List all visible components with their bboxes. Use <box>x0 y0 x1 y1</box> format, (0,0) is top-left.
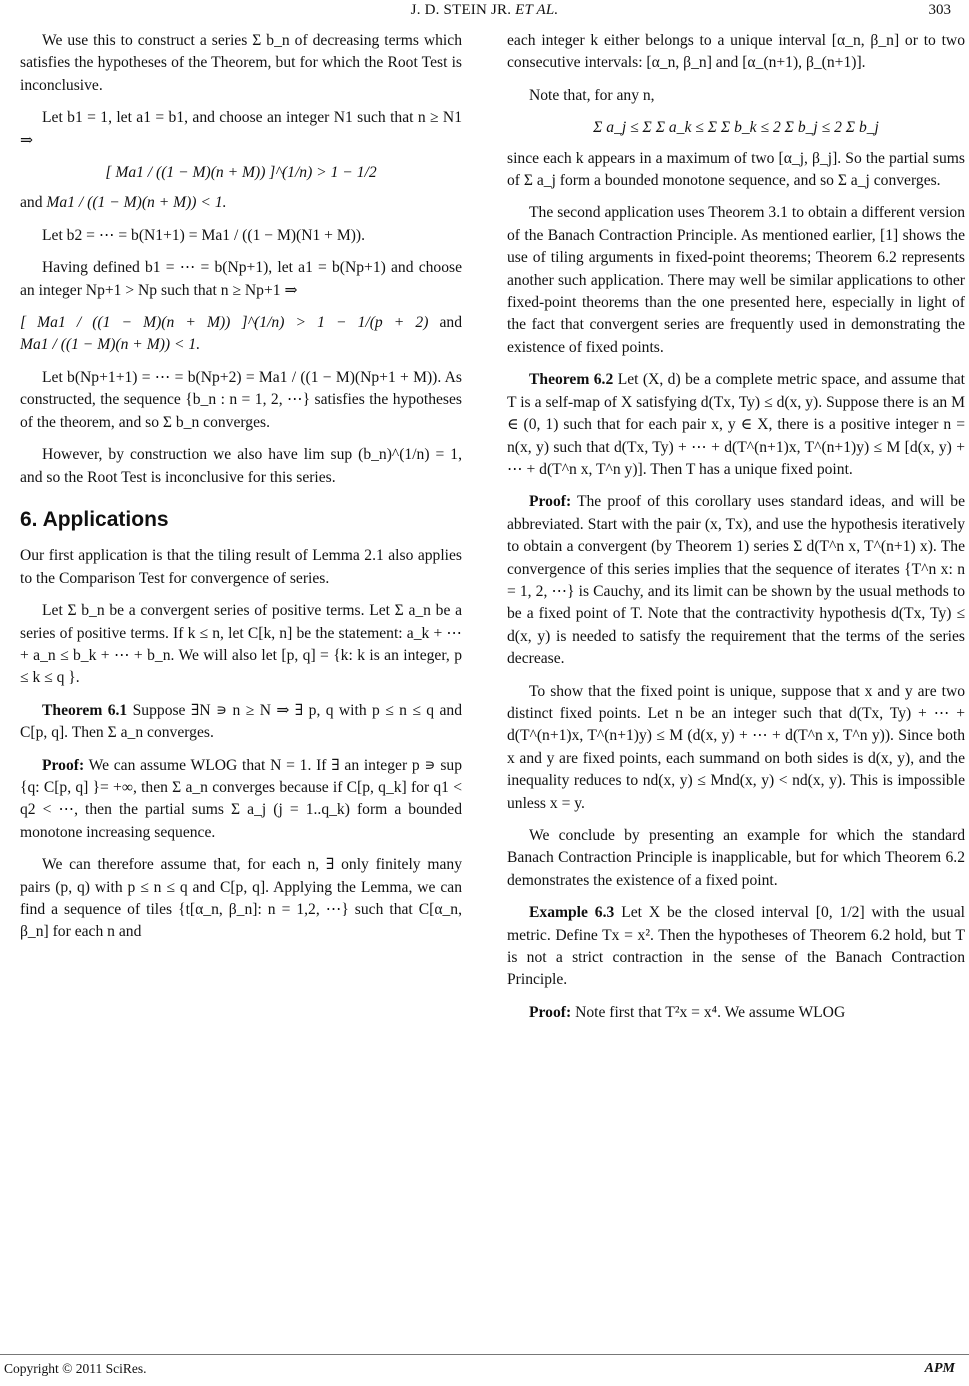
paragraph <box>20 192 462 214</box>
equation: [ Ma1 / ((1 − M)(n + M)) ]^(1/n) > 1 − 1/(p + 2) <box>20 314 429 332</box>
example-text: Let X be the closed interval [0, 1/2] with the usual metric. Define Tx = x². Then the hypotheses of Theorem 6.2 hold, but T is not a strict contraction in the sense of the Banach Contraction Principle. <box>507 904 965 989</box>
paragraph: Note that, for any n, <box>529 86 655 104</box>
theorem-text: Suppose ∃N ∍ n ≥ N ⇒ ∃ p, q with p ≤ n ≤ q and C[p, q]. Then Σ a_n converges. <box>20 701 462 742</box>
paragraph: Our first application is that the tiling result of Lemma 2.1 also applies to the Comparison Test for convergence of series. <box>20 547 462 587</box>
proof-text: We can assume WLOG that N = 1. If ∃ an integer p ∍ sup {q: C[p, q] }= +∞, then Σ a_n converges because if C[p, q_k] for q1 < q2 < ⋯, then the partial sums Σ a_j (j = 1..q_k) form a bounded monotone increasing sequence. <box>20 756 463 841</box>
paragraph: We conclude by presenting an example for which the standard Banach Contraction Principle is inapplicable, but for which Theorem 6.2 demonstrates the existence of a fixed point. <box>507 827 965 889</box>
section-heading: 6. Applications <box>20 507 169 531</box>
proof <box>507 491 965 670</box>
example <box>507 902 965 992</box>
conjunction: and <box>439 314 462 332</box>
theorem <box>20 700 462 745</box>
paragraph: We use this to construct a series Σ b_n of decreasing terms which satisfies the hypotheses of the Theorem, but for which the Root Test is inconclusive. <box>20 32 462 94</box>
equation: Ma1 / ((1 − M)(n + M)) < 1. <box>46 194 227 212</box>
proof-text: The proof of this corollary uses standard ideas, and will be abbreviated. Start with the pair (x, Tx), and use the hypothesis iteratively to obtain a convergent (by Theorem 1) series Σ d(T^n x, T^(n+1) x). The convergence of this series implies that the sequence of iterates {T^n x: n = 1, 2, ⋯} is Cauchy, and its limit can be shown by the usual methods to be a fixed point of T. Note that the contractivity hypothesis d(Tx, Ty) ≤ d(x, y) is needed to satisfy the requirement that the terms of the series decrease. <box>507 493 965 668</box>
paragraph: However, by construction we also have lim sup (b_n)^(1/n) = 1, and so the Root Test is inconclusive for this series. <box>20 446 462 486</box>
paragraph: Let Σ b_n be a convergent series of positive terms. Let Σ a_n be a series of positive terms. If k ≤ n, let C[k, n] be the statement: a_k + ⋯ + a_n ≤ b_k + ⋯ + b_n. We will also let [p, q] = {k: k is an integer, p ≤ k ≤ q }. <box>20 602 462 687</box>
left-column <box>20 30 462 1340</box>
right-column <box>507 30 965 1340</box>
page-footer <box>0 1354 969 1379</box>
equation: Ma1 / ((1 − M)(n + M)) < 1. <box>20 336 201 354</box>
page-header <box>0 0 969 30</box>
proof-label: Proof: <box>529 493 572 511</box>
proof <box>507 1002 965 1024</box>
proof-text: Note first that T²x = x⁴. We assume WLOG <box>575 1003 846 1021</box>
paragraph: The second application uses Theorem 3.1 to obtain a different version of the Banach Contraction Principle. As mentioned earlier, [1] shows the use of tiling arguments in fixed-point theorems; Theorem 6.2 represents another such application. There may well be similar applications to other fixed-point theorems than the one presented here, especially in light of the fact that convergent series are frequently used in demonstrating the existence of fixed points. <box>507 204 965 356</box>
example-label: Example 6.3 <box>529 904 615 922</box>
paragraph: Let b1 = 1, let a1 = b1, and choose an integer N1 such that n ≥ N1 ⇒ <box>20 109 462 149</box>
paragraph: each integer k either belongs to a unique interval [α_n, β_n] or to two consecutive intervals: [α_n, β_n] and [α_(n+1), β_(n+1)]. <box>507 32 965 72</box>
paragraph: Let b2 = ⋯ = b(N1+1) = Ma1 / ((1 − M)(N1 + M)). <box>42 226 366 244</box>
paragraph: To show that the fixed point is unique, suppose that x and y are two distinct fixed points. Let n be an integer such that d(Tx, Ty) + ⋯ + d(T^(n+1)x, T^(n+1)y) ≤ M (d(x, y) + ⋯ + d(T^n x, T^n y)). Since both x and y are fixed points, each summand on both sides is d(x, y), and the inequality reduces to nd(x, y) ≤ Mnd(x, y) < nd(x, y). This is impossible unless x = y. <box>507 682 965 812</box>
copyright-notice: Copyright © 2011 SciRes. <box>4 1361 147 1376</box>
equation: [ Ma1 / ((1 − M)(n + M)) ]^(1/n) > 1 − 1/2 <box>105 164 377 182</box>
theorem-label: Theorem 6.1 <box>42 701 128 719</box>
proof-label: Proof: <box>42 756 85 774</box>
proof-label: Proof: <box>529 1003 572 1021</box>
page-number: 303 <box>928 2 951 18</box>
theorem-text: Let (X, d) be a complete metric space, and assume that T is a self-map of X satisfying d(Tx, Ty) ≤ d(x, y). Suppose there is an M ∈ (0, 1) such that for each pair x, y ∈ X, there is a positive integer n = n(x, y) such that d(Tx, Ty) + ⋯ + d(T^(n+1)x, T^(n+1)y) ≤ M [d(x, y) + ⋯ + d(T^n x, T^n y)]. Then T has a unique fixed point. <box>507 371 966 478</box>
conjunction: and <box>20 194 43 212</box>
theorem-label: Theorem 6.2 <box>529 371 614 389</box>
running-title-et-al: ET AL. <box>515 2 559 18</box>
proof <box>20 755 462 845</box>
equation: Σ a_j ≤ Σ Σ a_k ≤ Σ Σ b_k ≤ 2 Σ b_j ≤ 2 Σ b_j <box>593 119 879 137</box>
paragraph: since each k appears in a maximum of two [α_j, β_j]. So the partial sums of Σ a_j form a bounded monotone sequence, and so Σ a_j converges. <box>507 149 965 190</box>
running-title-authors: J. D. STEIN JR. <box>410 2 512 18</box>
paragraph: Having defined b1 = ⋯ = b(Np+1), let a1 = b(Np+1) and choose an integer Np+1 > Np such that n ≥ Np+1 ⇒ <box>20 259 462 299</box>
journal-abbreviation: APM <box>924 1361 955 1376</box>
paragraph: We can therefore assume that, for each n, ∃ only finitely many pairs (p, q) with p ≤ n ≤ q and C[p, q]. Applying the Lemma, we can find a sequence of tiles {t[α_n, β_n]: n = 1,2, ⋯} such that C[α_n, β_n] for each n and <box>20 856 462 941</box>
running-title <box>0 2 969 19</box>
paragraph: Let b(Np+1+1) = ⋯ = b(Np+2) = Ma1 / ((1 − M)(Np+1 + M)). As constructed, the sequence {b_n : n = 1, 2, ⋯} satisfies the hypotheses of the theorem, and so Σ b_n converges. <box>20 368 462 431</box>
theorem <box>507 369 965 481</box>
paragraph <box>20 312 462 357</box>
